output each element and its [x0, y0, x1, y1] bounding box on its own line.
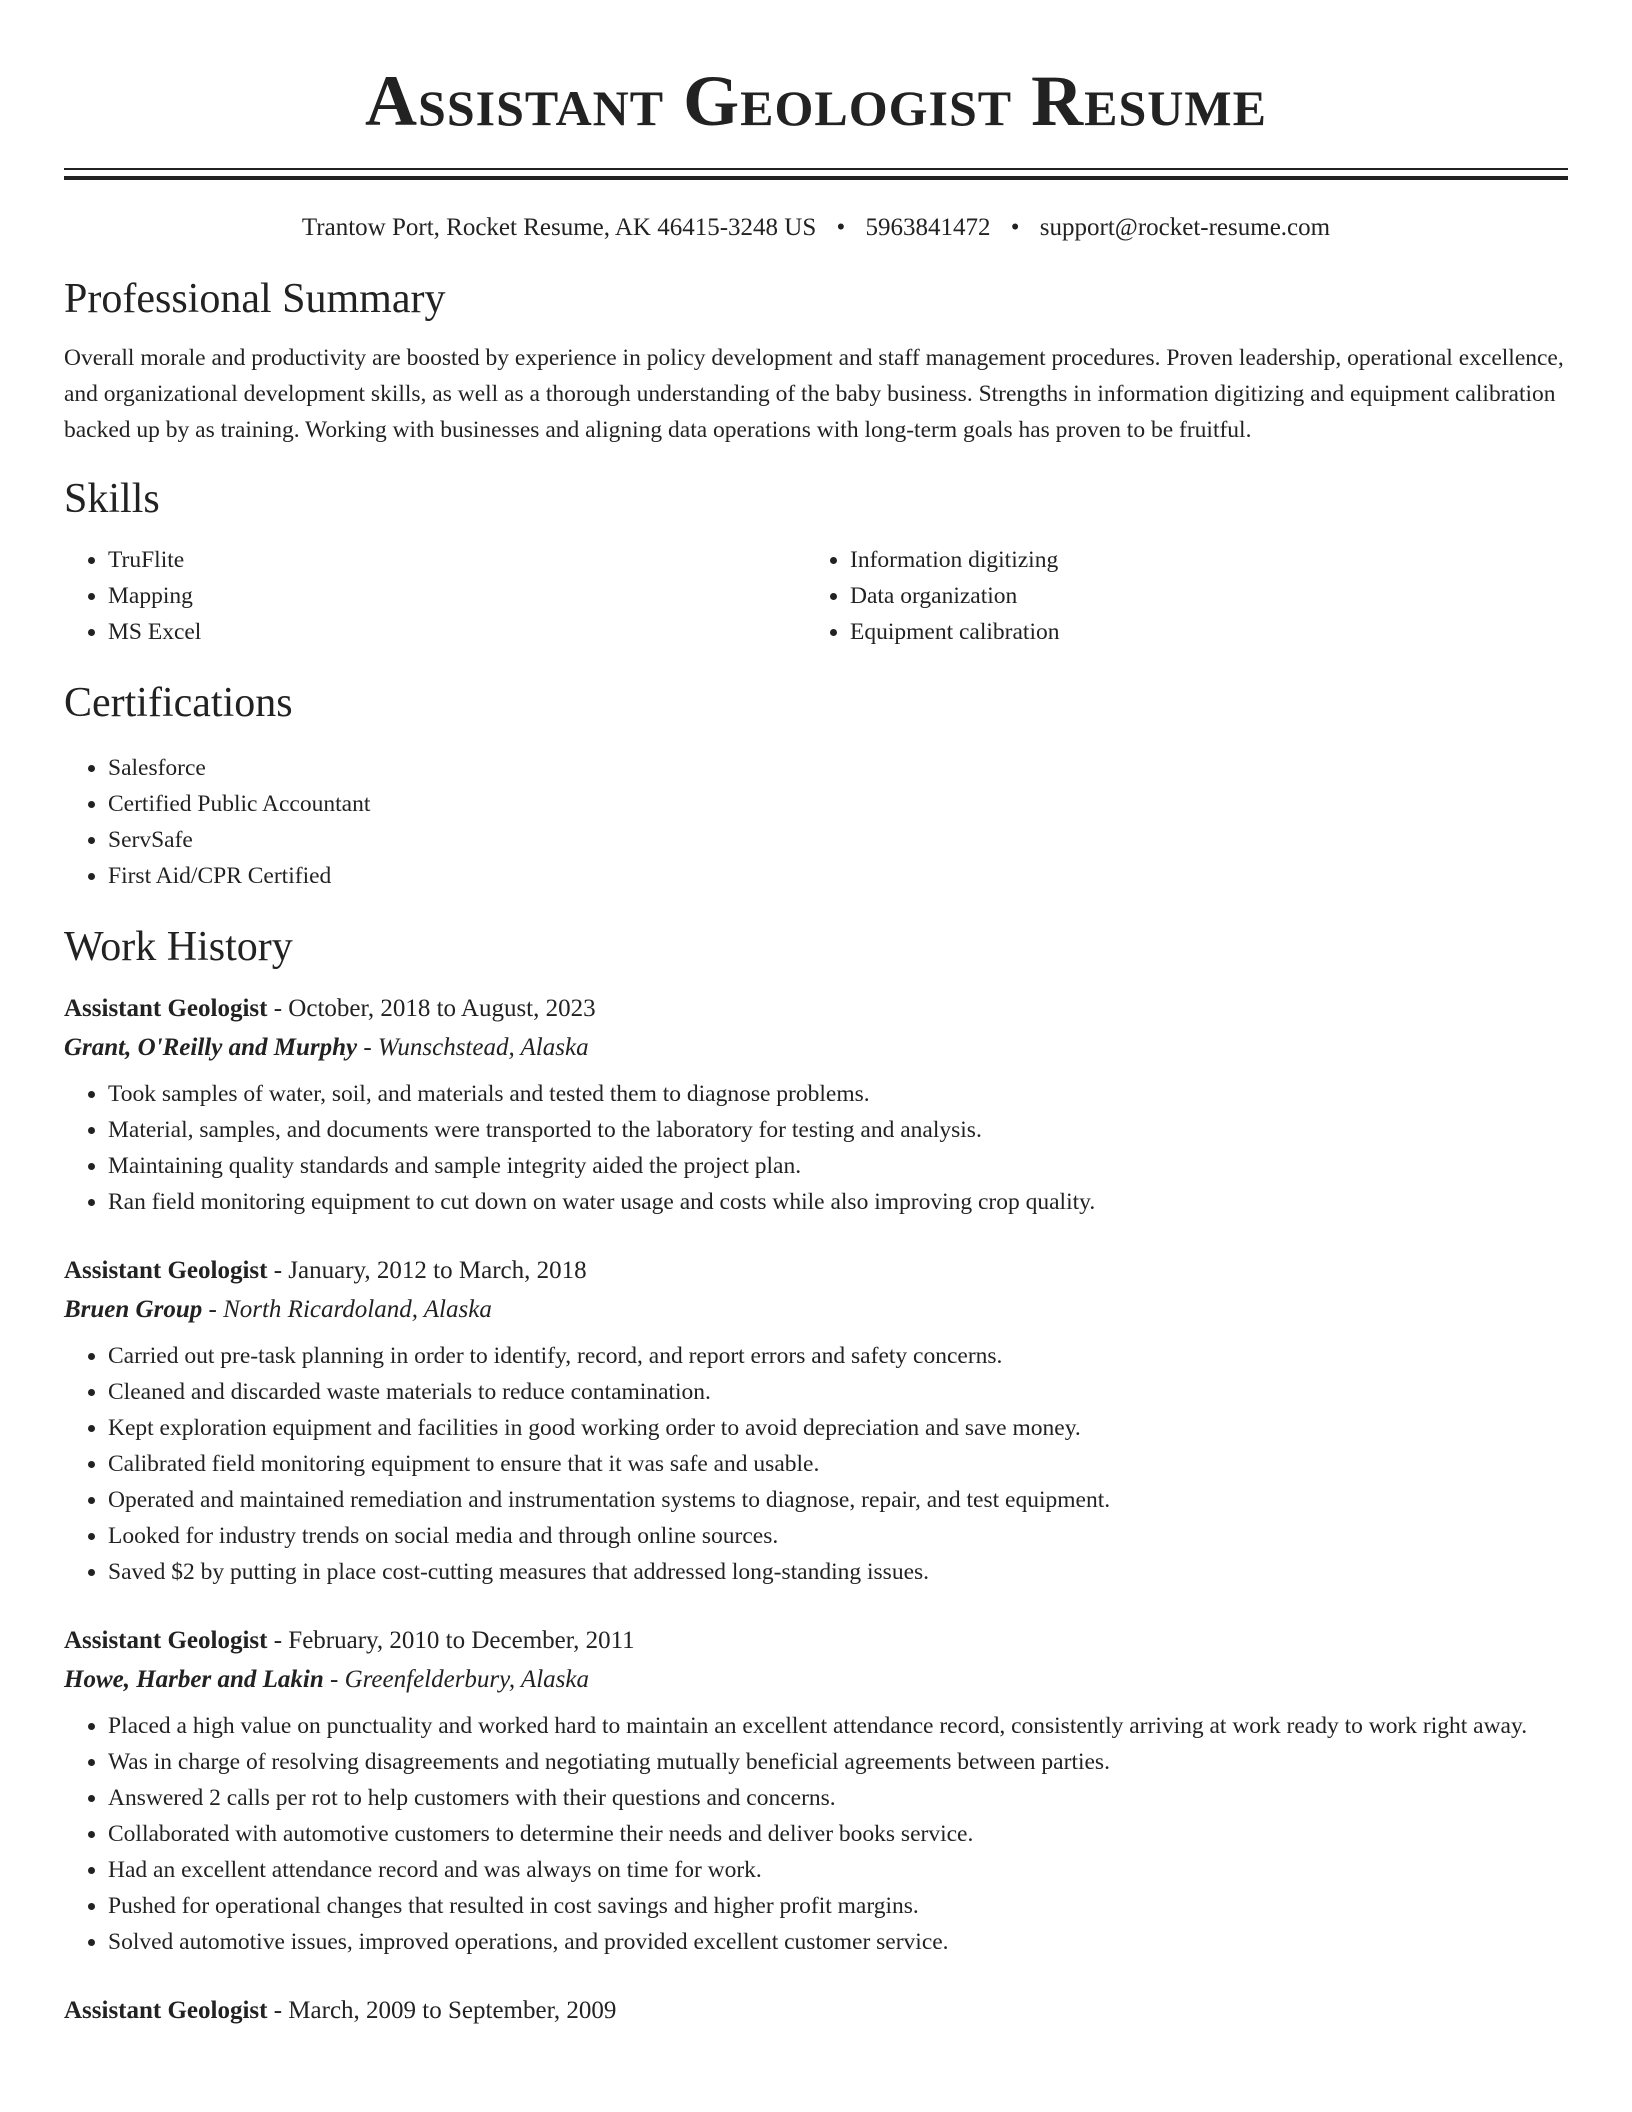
job-dates: - October, 2018 to August, 2023	[267, 995, 596, 1022]
work-history-section	[64, 922, 1568, 2030]
contact-address: Trantow Port, Rocket Resume, AK 46415-3248 US	[301, 214, 817, 241]
job-bullet: • Cleaned and discarded waste materials to reduce contamination.	[108, 1374, 1568, 1410]
job-bullets	[64, 1076, 1568, 1220]
job-header	[64, 1622, 1568, 1660]
job-location: - Greenfelderbury, Alaska	[323, 1666, 589, 1693]
job-company-line	[64, 1028, 1568, 1068]
job-bullet: • Operated and maintained remediation and instrumentation systems to diagnose, repair, and test equipment.	[108, 1482, 1568, 1518]
resume-title: Assistant Geologist Resume	[365, 61, 1267, 141]
title-divider-thin	[64, 168, 1568, 170]
job-dates: - February, 2010 to December, 2011	[267, 1627, 635, 1654]
contact-phone: 5963841472	[865, 214, 991, 241]
summary-section	[64, 274, 1568, 448]
certification-item: • First Aid/CPR Certified	[108, 858, 1568, 894]
work-history-heading: Work History	[64, 924, 293, 970]
job-bullet: • Material, samples, and documents were transported to the laboratory for testing and analysis.	[108, 1112, 1568, 1148]
summary-text: Overall morale and productivity are boosted by experience in policy development and staff management procedures. Proven leadership, operational excellence, and organizational development skills, as well as a thorough understanding of the baby business. Strengths in information digitizing and equipment calibration backed up by as training. Working with businesses and aligning data operations with long-term goals has proven to be fruitful.	[64, 345, 1564, 443]
job-bullet: • Carried out pre-task planning in order to identify, record, and report errors and safety concerns.	[108, 1338, 1568, 1374]
job-company: Bruen Group	[64, 1296, 203, 1323]
certification-item: • Certified Public Accountant	[108, 786, 1568, 822]
contact-separator: •	[1010, 214, 1020, 241]
skills-column-left	[64, 542, 806, 650]
job-bullet: • Collaborated with automotive customers to determine their needs and deliver books service.	[108, 1816, 1568, 1852]
contact-line	[64, 212, 1568, 244]
job-entry	[64, 990, 1568, 1220]
job-company-line	[64, 1290, 1568, 1330]
skill-item: • MS Excel	[108, 614, 806, 650]
skill-item: • Information digitizing	[850, 542, 1548, 578]
job-entry	[64, 1622, 1568, 1960]
job-title: Assistant Geologist	[64, 1257, 268, 1284]
job-title: Assistant Geologist	[64, 995, 268, 1022]
job-bullet: • Solved automotive issues, improved operations, and provided excellent customer service.	[108, 1924, 1568, 1960]
job-company: Grant, O'Reilly and Murphy	[64, 1034, 358, 1061]
job-title: Assistant Geologist	[64, 1627, 268, 1654]
resume-page	[64, 0, 1568, 2030]
title-divider-thick	[64, 176, 1568, 180]
job-bullet: • Kept exploration equipment and facilities in good working order to avoid depreciation and save money.	[108, 1410, 1568, 1446]
job-bullet: • Saved $2 by putting in place cost-cutting measures that addressed long-standing issues.	[108, 1554, 1568, 1590]
skill-item: • Mapping	[108, 578, 806, 614]
job-company: Howe, Harber and Lakin	[64, 1666, 324, 1693]
skills-column-right	[806, 542, 1548, 650]
job-header	[64, 1252, 1568, 1290]
contact-separator: •	[836, 214, 846, 241]
job-bullets	[64, 1338, 1568, 1590]
certifications-section	[64, 678, 1568, 894]
job-bullet: • Maintaining quality standards and sample integrity aided the project plan.	[108, 1148, 1568, 1184]
skill-item: • TruFlite	[108, 542, 806, 578]
certifications-list	[64, 750, 1568, 894]
job-bullet: • Was in charge of resolving disagreements and negotiating mutually beneficial agreements between parties.	[108, 1744, 1568, 1780]
job-bullet: • Looked for industry trends on social media and through online sources.	[108, 1518, 1568, 1554]
job-dates: - March, 2009 to September, 2009	[267, 1997, 617, 2024]
skill-item: • Data organization	[850, 578, 1548, 614]
certification-item: • ServSafe	[108, 822, 1568, 858]
skills-grid	[64, 542, 1568, 650]
job-bullet: • Ran field monitoring equipment to cut down on water usage and costs while also improving crop quality.	[108, 1184, 1568, 1220]
job-title: Assistant Geologist	[64, 1997, 268, 2024]
skills-heading: Skills	[64, 476, 160, 522]
job-bullet: • Placed a high value on punctuality and worked hard to maintain an excellent attendance record, consistently arriving at work ready to work right away.	[108, 1708, 1568, 1744]
skills-section	[64, 474, 1568, 650]
certifications-heading: Certifications	[64, 680, 293, 726]
certification-item: • Salesforce	[108, 750, 1568, 786]
job-bullet: • Took samples of water, soil, and materials and tested them to diagnose problems.	[108, 1076, 1568, 1112]
job-header	[64, 1992, 1568, 2030]
job-bullet: • Answered 2 calls per rot to help customers with their questions and concerns.	[108, 1780, 1568, 1816]
job-company-line	[64, 1660, 1568, 1700]
job-bullets	[64, 1708, 1568, 1960]
summary-heading: Professional Summary	[64, 276, 446, 322]
job-entry	[64, 1992, 1568, 2030]
job-bullet: • Pushed for operational changes that resulted in cost savings and higher profit margins.	[108, 1888, 1568, 1924]
job-header	[64, 990, 1568, 1028]
contact-email: support@rocket-resume.com	[1039, 214, 1331, 241]
job-dates: - January, 2012 to March, 2018	[267, 1257, 587, 1284]
job-entry	[64, 1252, 1568, 1590]
job-bullet: • Had an excellent attendance record and was always on time for work.	[108, 1852, 1568, 1888]
skill-item: • Equipment calibration	[850, 614, 1548, 650]
job-location: - Wunschstead, Alaska	[357, 1034, 589, 1061]
job-location: - North Ricardoland, Alaska	[202, 1296, 492, 1323]
job-bullet: • Calibrated field monitoring equipment to ensure that it was safe and usable.	[108, 1446, 1568, 1482]
